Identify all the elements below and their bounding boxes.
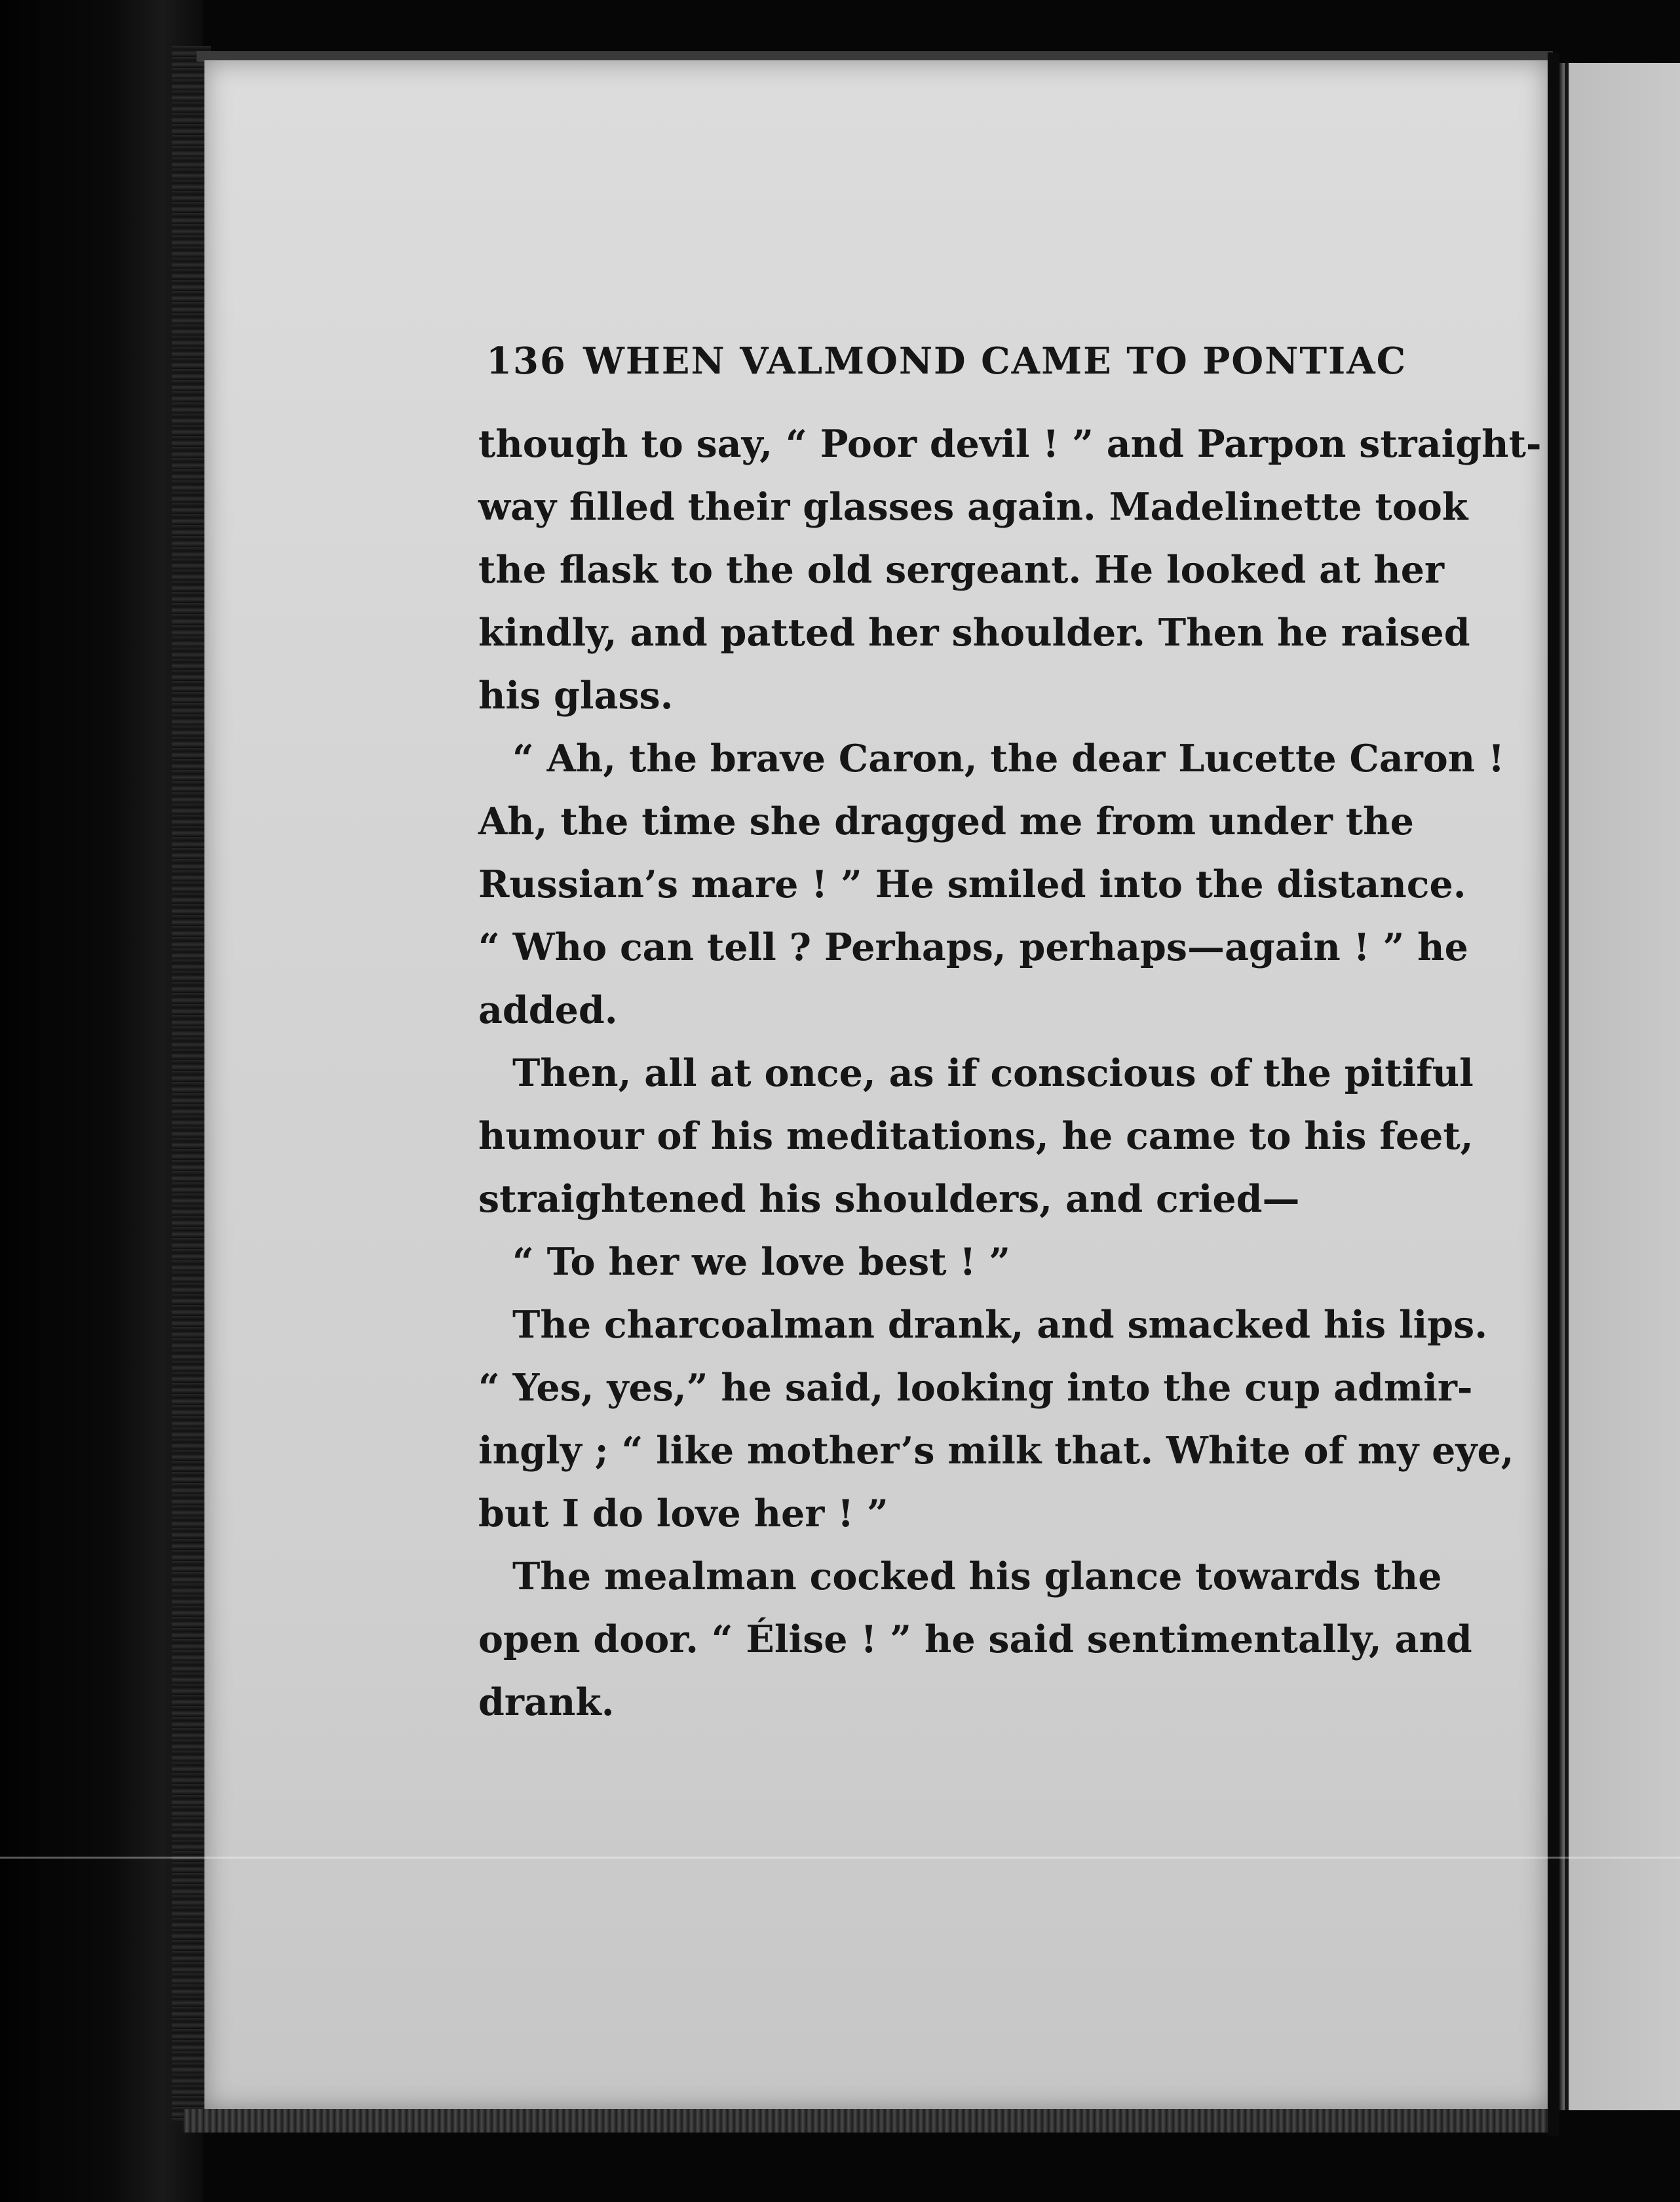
gutter	[1548, 52, 1559, 2136]
text-line: “ To her we love best ! ”	[512, 1240, 1011, 1284]
text-line: ingly ; “ like mother’s milk that. White of my eye,	[478, 1429, 1514, 1473]
text-line: his glass.	[478, 674, 674, 718]
text-line: the flask to the old sergeant. He looked at her	[478, 548, 1444, 592]
scan-artifact-line	[0, 1857, 1680, 1859]
text-line: Russian’s mare ! ” He smiled into the distance.	[478, 862, 1466, 906]
text-line: “ Ah, the brave Caron, the dear Lucette Caron !	[512, 737, 1505, 781]
text-line: added.	[478, 988, 618, 1032]
running-head	[478, 328, 1407, 387]
facing-page-fold	[1565, 63, 1569, 2110]
text-line: “ Who can tell ? Perhaps, perhaps—again ! ” he	[478, 925, 1468, 969]
text-line: open door. “ Élise ! ” he said sentimentally, and	[478, 1617, 1472, 1661]
text-line: kindly, and patted her shoulder. Then he raised	[478, 611, 1470, 655]
text-line: The charcoalman drank, and smacked his lips.	[512, 1303, 1488, 1347]
text-line: though to say, “ Poor devil ! ” and Parpon straight-	[478, 422, 1542, 466]
page-bottom-edge	[183, 2109, 1559, 2133]
text-line: Then, all at once, as if conscious of the pitiful	[512, 1051, 1474, 1095]
page-number: 136	[486, 339, 567, 383]
body-text	[478, 413, 1542, 1734]
facing-page-edge	[1559, 63, 1680, 2110]
text-line: Ah, the time she dragged me from under the	[478, 800, 1414, 843]
text-line: straightened his shoulders, and cried—	[478, 1177, 1300, 1221]
text-line: “ Yes, yes,” he said, looking into the cup admir-	[478, 1366, 1473, 1410]
book-title: WHEN VALMOND CAME TO PONTIAC	[583, 339, 1407, 383]
text-line: way filled their glasses again. Madelinette took	[478, 485, 1468, 529]
page-text-block	[478, 328, 1542, 1734]
text-line: humour of his meditations, he came to his feet,	[478, 1114, 1474, 1158]
text-line: The mealman cocked his glance towards the	[512, 1555, 1442, 1598]
text-line: but I do love her ! ”	[478, 1492, 888, 1536]
text-line: drank.	[478, 1680, 615, 1724]
